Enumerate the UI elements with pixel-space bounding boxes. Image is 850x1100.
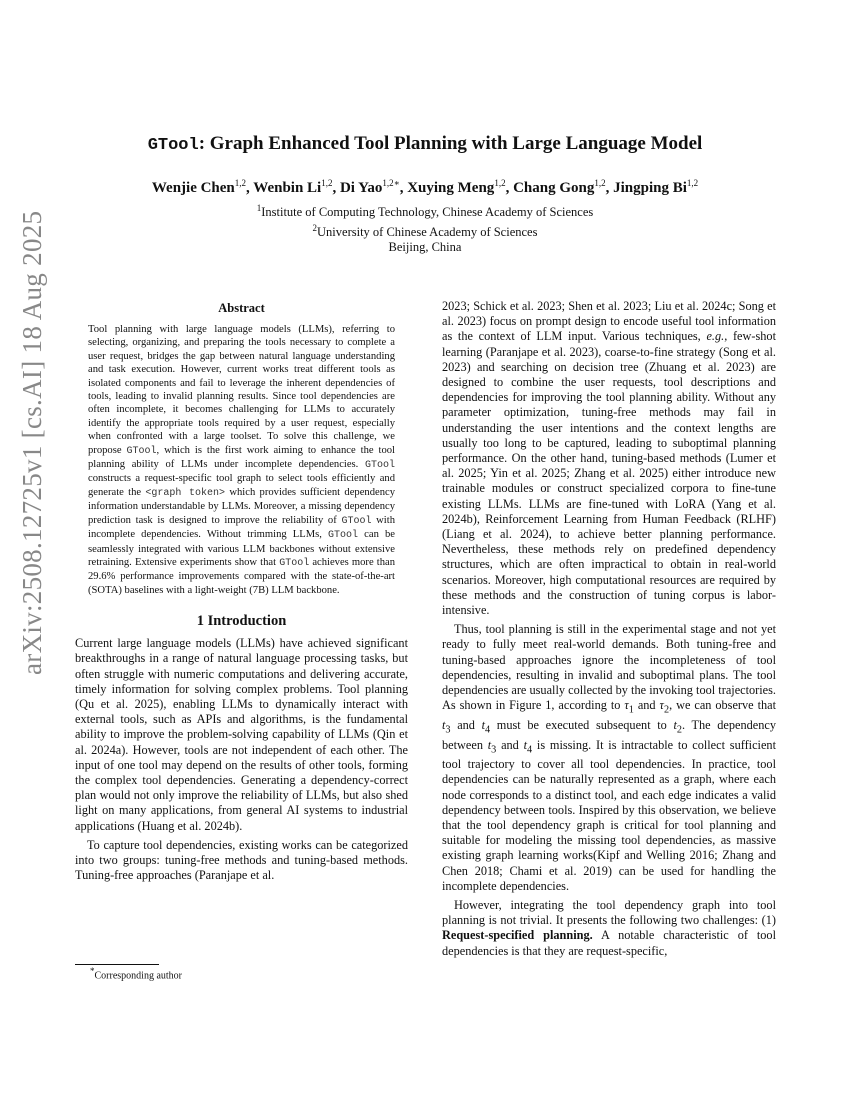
affil-sup: 1	[256, 203, 262, 213]
footnote-text: Corresponding author	[94, 970, 182, 982]
author-affil-sup: 1,2	[321, 178, 333, 188]
author-name: Di Yao	[339, 180, 383, 196]
math-symbol: t	[487, 737, 492, 752]
math-subscript: 4	[485, 724, 491, 736]
math-symbol: t	[481, 717, 486, 732]
affiliation-2	[0, 221, 850, 241]
title-system-name: GTool	[147, 136, 199, 155]
body-text: Thus, tool planning is still in the experimental stage and not yet ready to fully meet real-world demands. Both tuning-free and tuning-based approaches ignore the incompleteness of tool dependencies, resulting in invalid and suboptimal plans. The tool dependencies are usually collected by the invoking tool trajectories. As shown in Figure 1, according to	[442, 622, 776, 713]
body-text: and	[496, 737, 524, 752]
author-name: Jingping Bi	[613, 180, 687, 196]
math-symbol: t	[673, 717, 677, 732]
system-name: GTool	[341, 515, 372, 527]
abstract-text: Tool planning with large language models (LLMs), referring to selecting, organizing, and preparing the tools necessary to complete a user request, bridges the gap between natural language understanding and task execution. However, current works treat different tools as isolated components and fail to leverage the inherent dependencies of tools, leading to invalid planning results. Since tool dependencies are often incomplete, it becomes challenging for LLMs to accurately identify the appropriate tools required by a user request, especially when confronted with a large toolset. To solve this challenge, we propose	[88, 324, 395, 456]
body-text: However, integrating the tool dependency graph into tool planning is not trivial. It presents the following two challenges: (1)	[442, 898, 776, 928]
left-column	[75, 299, 408, 883]
system-name: GTool	[126, 445, 157, 457]
right-paragraph-2	[442, 622, 776, 894]
graph-token: <graph token>	[145, 487, 226, 499]
math-subscript: 2	[663, 704, 670, 716]
abstract-text: can be seamlessly integrated with various LLM backbones without extensive retraining. Extensive experiments show that	[88, 529, 396, 568]
math-subscript: 1	[628, 704, 634, 716]
math-symbol: τ	[624, 698, 629, 713]
author-affil-sup: 1,2	[686, 178, 699, 188]
paper-title	[0, 131, 850, 159]
abstract-heading: Abstract	[218, 301, 265, 315]
math-subscript: 2	[676, 724, 683, 736]
author-affil-sup: 1,2	[594, 178, 606, 188]
math-subscript: 3	[445, 724, 451, 736]
body-text: . The dependency between	[442, 717, 777, 752]
abstract-text: which provides sufficient dependency information understandable by LLMs. Moreover, a missing dependency prediction task is designed to improve the reliability of	[88, 486, 395, 526]
body-text: , few-shot learning (Paranjape et al. 2023), coarse-to-fine strategy (Song et al. 2023) and searching on decision tree (Zhuang et al. 2023) are designed to combine the user requests, tool descriptions and dependencies for improving the tool planning ability. Without any parameter optimization, tuning-free methods may fail in understanding the user intentions and the context lengths are usually too long to be captured, leading to suboptimal planning performance. On the other hand, tuning-based methods (Lumer et al. 2025; Yin et al. 2025; Zhang et al. 2025) either introduce new trainable modules or construct specialized corpora to fine-tune existing LLMs. LLMs are fine-tuned with LoRA (Yang et al. 2024b), Reinforcement Learning from Human Feedback (RLHF) (Liang et al. 2024), to achieve better planning performance. Nevertheless, these methods rely on predefined dependency structures, which are often impractical to obtain in real-world scenarios. Moreover, high computational resources are required by these methods and the construction of tuning corpus is labor-intensive.	[442, 329, 776, 618]
intro-paragraph-2: To capture tool dependencies, existing works can be categorized into two groups: tuning-free methods and tuning-based methods. Tuning-free approaches (Paranjape et al.	[75, 837, 408, 883]
arxiv-watermark: arXiv:2508.12725v1 [cs.AI] 18 Aug 2025	[17, 210, 47, 675]
author-list: Wenjie Chen$^{1,2}$, Wenbin Li$^{1,2}$, Di Yao$^{1,2∗}$, Xuying Meng$^{1,2}$, Chang Gong$^{1,2}$, Jingping Bi$^{1,2}$	[151, 178, 699, 196]
math-symbol: τ	[659, 698, 664, 713]
body-text: must be executed subsequent to	[490, 717, 674, 732]
section-heading-introduction: 1 Introduction	[196, 613, 287, 630]
affiliation-1	[0, 201, 850, 221]
author-name: Xuying Meng	[407, 180, 495, 196]
right-column	[442, 299, 776, 959]
abstract-text: constructs a request-specific tool graph to select tools efficiently and generate the	[88, 473, 395, 498]
body-text: 2023; Schick et al. 2023; Shen et al. 2023; Liu et al. 2024c; Song et al. 2023) focus on prompt design to encode useful tool information as the context of LLM input. Various techniques,	[442, 299, 776, 344]
affiliation-3: Beijing, China	[388, 240, 462, 255]
affiliations	[0, 201, 850, 256]
body-text: , we can observe that	[669, 698, 777, 713]
system-name: GTool	[279, 557, 310, 569]
abstract-text: , which is the first work aiming to enhance the tool planning ability of LLMs under incomplete dependencies.	[88, 444, 395, 471]
system-name: GTool	[364, 460, 395, 472]
footnote-mark: *	[90, 966, 95, 976]
author-name: Chang Gong	[513, 180, 595, 196]
title-text: : Graph Enhanced Tool Planning with Large Language Model	[198, 133, 703, 154]
right-paragraph-1	[442, 299, 776, 618]
math-symbol: t	[523, 737, 528, 752]
author-name: Wenjie Chen	[151, 180, 235, 196]
math-subscript: 3	[491, 744, 497, 756]
math-subscript: 4	[527, 744, 533, 756]
abstract-text: achieves more than 29.6% performance improvements compared with the state-of-the-art (SOTA) baselines with a light-weight (7B) LLM backbone.	[88, 556, 396, 596]
body-text: is missing. It is intractable to collect sufficient tool trajectory to cover all tool dependencies. In practice, tool dependencies can be naturally represented as a graph, where each node corresponds to a distinct tool, and each edge indicates a valid dependency between tools. Inspired by this observation, we believe that the tool dependency graph is critical for tool planning and suitable for modeling the missing tool dependencies, as massive existing graph learning works(Kipf and Welling 2016; Zhang and Chen 2018; Chami et al. 2019) can be used for handling the incomplete dependencies.	[442, 737, 776, 893]
emphasis: e.g.	[706, 329, 725, 344]
body-text: and	[633, 698, 660, 713]
system-name: GTool	[328, 530, 359, 542]
right-paragraph-3	[442, 898, 776, 959]
bold-term: Request-specified planning.	[442, 928, 593, 943]
author-affil-sup: 1,2	[494, 178, 506, 188]
affil-sup: 2	[312, 222, 318, 233]
body-text: and	[450, 717, 482, 732]
footnote	[90, 965, 182, 982]
abstract-text: with incomplete dependencies. Without trimming LLMs,	[88, 514, 395, 541]
author-name: Wenbin Li	[253, 180, 322, 196]
abstract-body	[88, 323, 395, 597]
affil-text: Institute of Computing Technology, Chinese Academy of Sciences	[261, 205, 594, 220]
body-text: A notable characteristic of tool dependencies is that they are request-specific,	[442, 928, 777, 958]
affil-text: University of Chinese Academy of Sciences	[317, 224, 538, 239]
math-symbol: t	[442, 717, 446, 732]
intro-paragraph-1: Current large language models (LLMs) have achieved significant breakthroughs in a range of natural language processing tasks, but often struggle with numeric computations and delivering accurate, timely information for solving complex problems. Tool planning (Qu et al. 2025), enabling LLMs to dynamically interact with external tools, such as APIs and algorithms, is the fundamental ability to improve the problem-solving capability of LLMs (Qin et al. 2024a). However, tools are not independent of each other. The input of one tool may depend on the results of other tools, forming the complex tool dependencies. Generating a dependency-correct plan would not only improve the reliability of LLMs, but also shed light on many applications, from general AI systems to industrial applications (Huang et al. 2024b).	[75, 636, 408, 833]
author-affil-sup: 1,2∗	[382, 178, 400, 188]
author-affil-sup: 1,2	[234, 178, 247, 188]
